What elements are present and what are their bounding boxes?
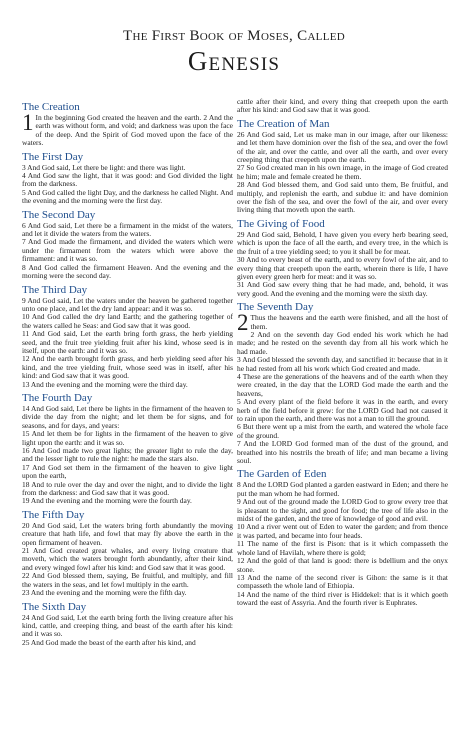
section-heading: The Third Day: [22, 283, 88, 296]
verse-continuation: cattle after their kind, and every thing that creepeth upon the earth after his kind: and God saw that it was good.: [237, 97, 448, 115]
book-title: Genesis: [187, 46, 281, 76]
verse: 11 The name of the first is Pison: that is it which compasseth the whole land of Havilah, where there is gold;: [237, 539, 448, 557]
verse: 21 And God created great whales, and every living creature that moveth, which the waters brought forth abundantly, after their kind, and every winged fowl after his kind: and God saw that it was good.: [22, 546, 233, 572]
verse: 3 And God said, Let there be light: and there was light.: [22, 162, 186, 172]
section-heading: The Seventh Day: [237, 301, 314, 314]
verse: 19 And the evening and the morning were the fourth day.: [22, 496, 192, 506]
verse: 2Thus the heavens and the earth were finished, and all the host of them.: [237, 310, 448, 336]
verse: 15 And let them be for lights in the firmament of the heaven to give light upon the earth: and it was so.: [22, 429, 233, 447]
verse: 10 And God called the dry land Earth; and the gathering together of the waters called he Seas: and God saw that it was good.: [22, 312, 233, 330]
verse: 13 And the evening and the morning were the third day.: [22, 379, 188, 389]
verse: 20 And God said, Let the waters bring forth abundantly the moving creature that hath life, and fowl that may fly above the earth in the open firmament of heaven.: [22, 520, 233, 547]
verse: 5 And every plant of the field before it was in the earth, and every herb of the field before it grew: for the LORD God had not caused it to rain upon the earth, and there was not a man to till the ground.: [237, 397, 448, 423]
right-column: [237, 98, 448, 608]
verse: 18 And to rule over the day and over the night, and to divide the light from the darkness: and God saw that it was good.: [22, 479, 233, 498]
section-heading: The Creation of Man: [237, 117, 330, 130]
verse: 22 And God blessed them, saying, Be fruitful, and multiply, and fill the waters in the seas, and let fowl multiply in the earth.: [22, 571, 233, 589]
verse: 27 So God created man in his own image, in the image of God created he him; male and female created he them.: [237, 163, 448, 181]
book-supertitle: The First Book of Moses, Called: [123, 28, 345, 44]
verse: 3 And God blessed the seventh day, and sanctified it: because that in it he had rested from all his work which God created and made.: [237, 355, 448, 373]
verse: 28 And God blessed them, and God said unto them, Be fruitful, and multiply, and replenish the earth, and subdue it: and have dominion over the fish of the sea, and over the fowl of the air, and over every living thing that moveth upon the earth.: [237, 180, 448, 215]
verse: 23 And the evening and the morning were the fifth day.: [22, 588, 187, 598]
section-heading: The Giving of Food: [237, 217, 325, 230]
verse: 6 But there went up a mist from the earth, and watered the whole face of the ground.: [237, 422, 448, 440]
verse: 4 And God saw the light, that it was good: and God divided the light from the darkness.: [22, 171, 233, 189]
verse: 14 And God said, Let there be lights in the firmament of the heaven to divide the day from the night; and let them be for signs, and for seasons, and for days, and years:: [22, 403, 233, 430]
verse: 8 And the LORD God planted a garden eastward in Eden; and there he put the man whom he had formed.: [237, 480, 448, 498]
verse: 11 And God said, Let the earth bring forth grass, the herb yielding seed, and the fruit tree yielding fruit after his kind, whose seed is in itself, upon the earth: and it was so.: [22, 329, 233, 355]
verse: 14 And the name of the third river is Hiddekel: that is it which goeth toward the east of Assyria. And the fourth river is Euphrates.: [237, 589, 448, 608]
verse: 10 And a river went out of Eden to water the garden; and from thence it was parted, and became into four heads.: [237, 522, 448, 540]
section-heading: The Sixth Day: [22, 600, 87, 613]
verse: 24 And God said, Let the earth bring forth the living creature after his kind, cattle, and creeping thing, and beast of the earth after his kind: and it was so.: [22, 612, 233, 639]
verse: 2 And on the seventh day God ended his work which he had made; and he rested on the seventh day from all his work which he had made.: [237, 329, 448, 356]
verse: 7 And the LORD God formed man of the dust of the ground, and breathed into his nostrils the breath of life; and man became a living soul.: [237, 439, 448, 466]
verse: 1In the beginning God created the heaven and the earth. 2 And the earth was without form, and void; and darkness was upon the face of the deep. And the Spirit of God moved upon the face of the waters.: [22, 110, 233, 148]
verse: 12 And the earth brought forth grass, and herb yielding seed after his kind, and the tree yielding fruit, whose seed was in itself, after his kind: and God saw that it was good.: [22, 354, 233, 381]
verse: 26 And God said, Let us make man in our image, after our likeness: and let them have dominion over the fish of the sea, and over the fowl of the air, and over the cattle, and over all the earth, and over every creeping thing that creepeth upon the earth.: [237, 129, 448, 165]
section-heading: The Fourth Day: [22, 391, 93, 404]
verse: 9 And God said, Let the waters under the heaven be gathered together unto one place, and let the dry land appear: and it was so.: [22, 295, 233, 313]
verse: 8 And God called the firmament Heaven. And the evening and the morning were the second day.: [22, 262, 233, 281]
section-heading: The Second Day: [22, 208, 96, 221]
verse: 31 And God saw every thing that he had made, and, behold, it was very good. And the evening and the morning were the sixth day.: [237, 280, 448, 298]
verse: 6 And God said, Let there be a firmament in the midst of the waters, and let it divide the waters from the waters.: [22, 220, 233, 239]
verse: 9 And out of the ground made the LORD God to grow every tree that is pleasant to the sight, and good for food; the tree of life also in the midst of the garden, and the tree of knowledge of good and evil.: [237, 497, 448, 524]
verse: 13 And the name of the second river is Gihon: the same is it that compasseth the whole land of Ethiopia.: [237, 572, 448, 591]
verse: 5 And God called the light Day, and the darkness he called Night. And the evening and the morning were the first day.: [22, 187, 233, 206]
left-column: [22, 98, 233, 647]
section-heading: The Creation: [22, 101, 80, 113]
verse: 12 And the gold of that land is good: there is bdellium and the onyx stone.: [237, 556, 448, 574]
verse: 16 And God made two great lights; the greater light to rule the day, and the lesser light to rule the night: he made the stars also.: [22, 446, 233, 464]
section-heading: The Fifth Day: [22, 508, 85, 521]
verse: 25 And God made the beast of the earth after his kind, and: [22, 637, 196, 647]
section-heading: The Garden of Eden: [237, 468, 327, 481]
verse: 4 These are the generations of the heavens and of the earth when they were created, in the day that the LORD God made the earth and the heavens,: [237, 371, 448, 398]
verse: 29 And God said, Behold, I have given you every herb bearing seed, which is upon the face of all the earth, and every tree, in the which is the fruit of a tree yielding seed; to you it shall be for meat.: [237, 229, 448, 256]
verse: 17 And God set them in the firmament of the heaven to give light upon the earth,: [22, 462, 233, 481]
section-heading: The First Day: [22, 150, 84, 163]
verse: 30 And to every beast of the earth, and to every fowl of the air, and to every thing that creepeth upon the earth, wherein there is life, I have given every green herb for meat: and it was so.: [237, 255, 448, 281]
verse: 7 And God made the firmament, and divided the waters which were under the firmament from the waters which were above the firmament: and it was so.: [22, 237, 233, 264]
